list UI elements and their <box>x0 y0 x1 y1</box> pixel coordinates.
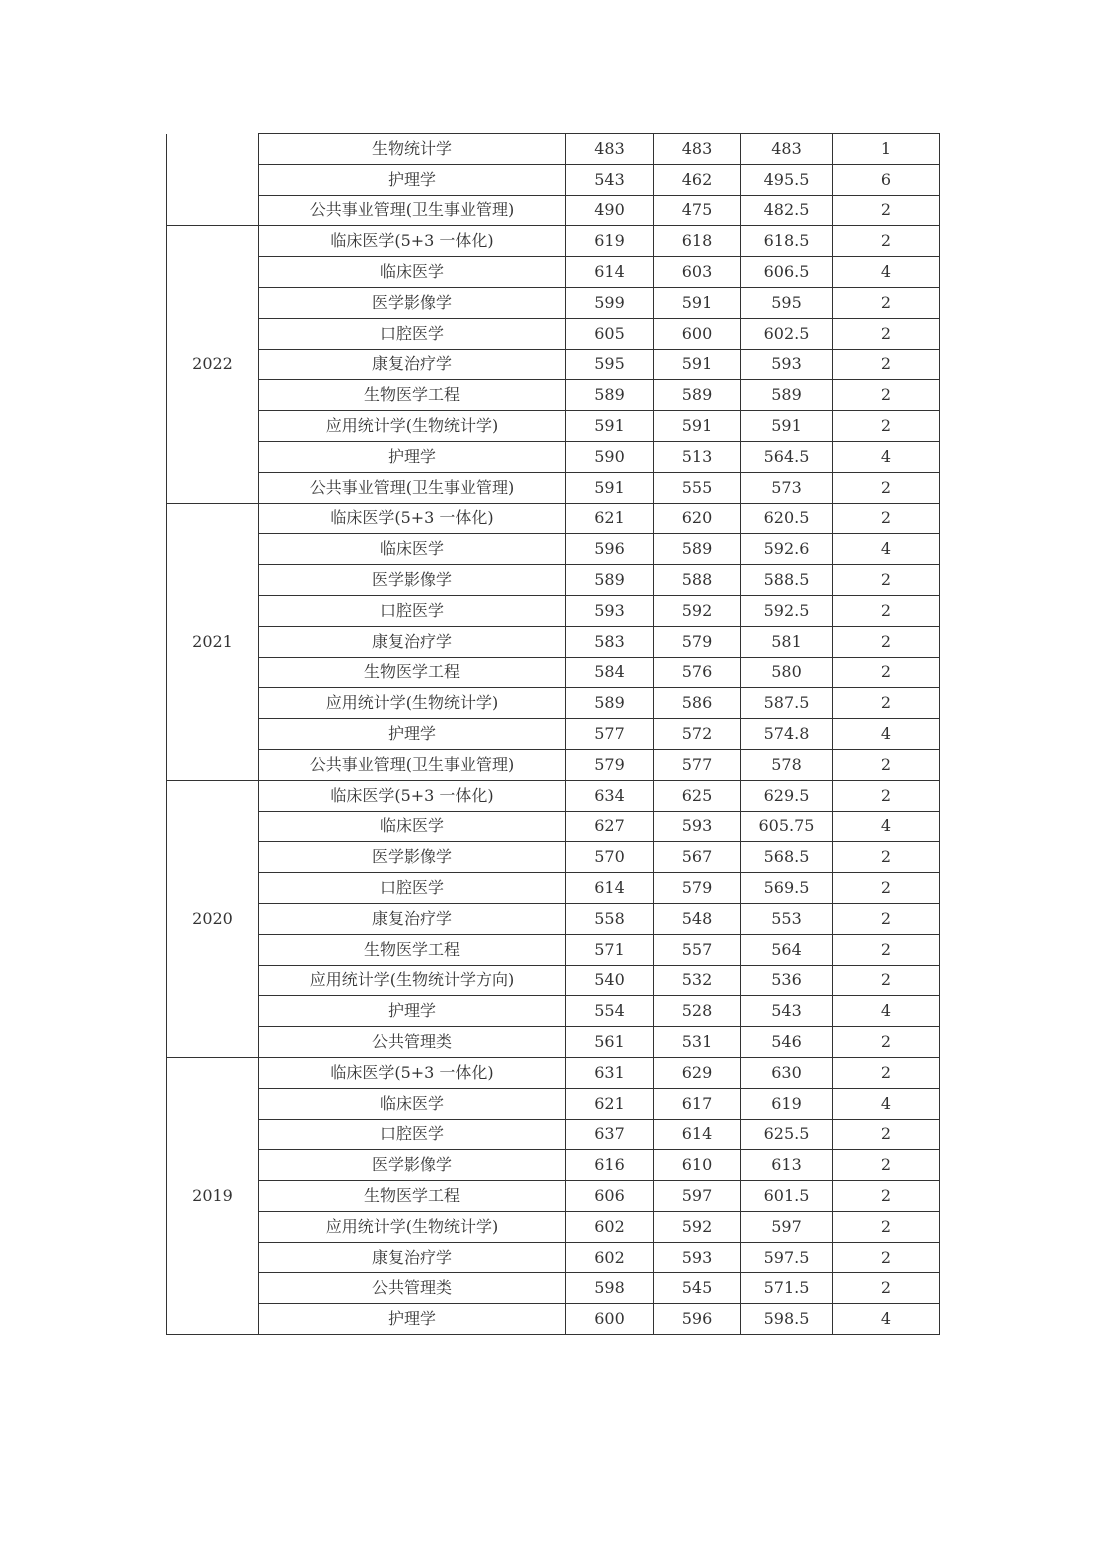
major-cell: 护理学 <box>259 996 566 1027</box>
year-cell: 2022 <box>167 226 259 503</box>
major-cell: 口腔医学 <box>259 318 566 349</box>
avg-score-cell: 625.5 <box>741 1119 833 1150</box>
plan-count-cell: 2 <box>833 1242 940 1273</box>
table-row <box>167 1273 940 1304</box>
max-score-cell: 590 <box>566 441 654 472</box>
plan-count-cell: 4 <box>833 719 940 750</box>
major-cell: 口腔医学 <box>259 1119 566 1150</box>
major-cell: 临床医学(5+3 一体化) <box>259 1057 566 1088</box>
major-cell: 生物医学工程 <box>259 1181 566 1212</box>
min-score-cell: 625 <box>654 780 741 811</box>
avg-score-cell: 591 <box>741 411 833 442</box>
min-score-cell: 600 <box>654 318 741 349</box>
max-score-cell: 631 <box>566 1057 654 1088</box>
min-score-cell: 617 <box>654 1088 741 1119</box>
table-row <box>167 441 940 472</box>
max-score-cell: 540 <box>566 965 654 996</box>
table-row <box>167 842 940 873</box>
avg-score-cell: 602.5 <box>741 318 833 349</box>
avg-score-cell: 580 <box>741 657 833 688</box>
table-row <box>167 1057 940 1088</box>
avg-score-cell: 619 <box>741 1088 833 1119</box>
avg-score-cell: 574.8 <box>741 719 833 750</box>
plan-count-cell: 2 <box>833 349 940 380</box>
table-row <box>167 657 940 688</box>
major-cell: 康复治疗学 <box>259 903 566 934</box>
min-score-cell: 577 <box>654 749 741 780</box>
min-score-cell: 528 <box>654 996 741 1027</box>
major-cell: 医学影像学 <box>259 1150 566 1181</box>
plan-count-cell: 2 <box>833 472 940 503</box>
major-cell: 临床医学(5+3 一体化) <box>259 780 566 811</box>
plan-count-cell: 4 <box>833 996 940 1027</box>
plan-count-cell: 4 <box>833 534 940 565</box>
max-score-cell: 554 <box>566 996 654 1027</box>
plan-count-cell: 2 <box>833 749 940 780</box>
plan-count-cell: 2 <box>833 626 940 657</box>
year-cell: 2021 <box>167 503 259 780</box>
min-score-cell: 614 <box>654 1119 741 1150</box>
table-row <box>167 565 940 596</box>
avg-score-cell: 592.6 <box>741 534 833 565</box>
table-row <box>167 503 940 534</box>
avg-score-cell: 483 <box>741 134 833 165</box>
max-score-cell: 558 <box>566 903 654 934</box>
max-score-cell: 614 <box>566 257 654 288</box>
avg-score-cell: 597.5 <box>741 1242 833 1273</box>
major-cell: 应用统计学(生物统计学) <box>259 1211 566 1242</box>
max-score-cell: 571 <box>566 934 654 965</box>
min-score-cell: 567 <box>654 842 741 873</box>
min-score-cell: 620 <box>654 503 741 534</box>
max-score-cell: 593 <box>566 595 654 626</box>
avg-score-cell: 564 <box>741 934 833 965</box>
major-cell: 临床医学 <box>259 1088 566 1119</box>
max-score-cell: 583 <box>566 626 654 657</box>
table-row <box>167 1119 940 1150</box>
min-score-cell: 591 <box>654 287 741 318</box>
plan-count-cell: 2 <box>833 903 940 934</box>
max-score-cell: 595 <box>566 349 654 380</box>
max-score-cell: 605 <box>566 318 654 349</box>
avg-score-cell: 495.5 <box>741 164 833 195</box>
avg-score-cell: 553 <box>741 903 833 934</box>
max-score-cell: 589 <box>566 380 654 411</box>
min-score-cell: 591 <box>654 349 741 380</box>
plan-count-cell: 2 <box>833 688 940 719</box>
plan-count-cell: 2 <box>833 503 940 534</box>
min-score-cell: 603 <box>654 257 741 288</box>
plan-count-cell: 2 <box>833 595 940 626</box>
max-score-cell: 602 <box>566 1242 654 1273</box>
max-score-cell: 596 <box>566 534 654 565</box>
min-score-cell: 593 <box>654 811 741 842</box>
min-score-cell: 597 <box>654 1181 741 1212</box>
year-cell: 2019 <box>167 1057 259 1334</box>
min-score-cell: 588 <box>654 565 741 596</box>
major-cell: 口腔医学 <box>259 873 566 904</box>
major-cell: 医学影像学 <box>259 287 566 318</box>
avg-score-cell: 613 <box>741 1150 833 1181</box>
plan-count-cell: 2 <box>833 1273 940 1304</box>
plan-count-cell: 4 <box>833 811 940 842</box>
major-cell: 生物医学工程 <box>259 657 566 688</box>
min-score-cell: 579 <box>654 626 741 657</box>
max-score-cell: 584 <box>566 657 654 688</box>
avg-score-cell: 568.5 <box>741 842 833 873</box>
major-cell: 护理学 <box>259 441 566 472</box>
max-score-cell: 589 <box>566 565 654 596</box>
major-cell: 公共事业管理(卫生事业管理) <box>259 195 566 226</box>
max-score-cell: 570 <box>566 842 654 873</box>
table-body <box>167 134 940 1335</box>
table-row <box>167 996 940 1027</box>
plan-count-cell: 2 <box>833 657 940 688</box>
major-cell: 公共事业管理(卫生事业管理) <box>259 749 566 780</box>
min-score-cell: 532 <box>654 965 741 996</box>
max-score-cell: 490 <box>566 195 654 226</box>
major-cell: 护理学 <box>259 164 566 195</box>
table-row <box>167 780 940 811</box>
table-row <box>167 1027 940 1058</box>
plan-count-cell: 2 <box>833 1211 940 1242</box>
min-score-cell: 572 <box>654 719 741 750</box>
major-cell: 公共管理类 <box>259 1027 566 1058</box>
avg-score-cell: 482.5 <box>741 195 833 226</box>
table-row <box>167 411 940 442</box>
table-row <box>167 873 940 904</box>
max-score-cell: 591 <box>566 472 654 503</box>
plan-count-cell: 2 <box>833 411 940 442</box>
min-score-cell: 576 <box>654 657 741 688</box>
avg-score-cell: 605.75 <box>741 811 833 842</box>
major-cell: 口腔医学 <box>259 595 566 626</box>
table-row <box>167 318 940 349</box>
major-cell: 护理学 <box>259 1304 566 1335</box>
avg-score-cell: 598.5 <box>741 1304 833 1335</box>
plan-count-cell: 6 <box>833 164 940 195</box>
max-score-cell: 599 <box>566 287 654 318</box>
min-score-cell: 589 <box>654 380 741 411</box>
major-cell: 应用统计学(生物统计学) <box>259 411 566 442</box>
min-score-cell: 555 <box>654 472 741 503</box>
table-row <box>167 1150 940 1181</box>
plan-count-cell: 2 <box>833 965 940 996</box>
plan-count-cell: 2 <box>833 226 940 257</box>
table-row <box>167 688 940 719</box>
plan-count-cell: 1 <box>833 134 940 165</box>
max-score-cell: 591 <box>566 411 654 442</box>
avg-score-cell: 543 <box>741 996 833 1027</box>
min-score-cell: 513 <box>654 441 741 472</box>
table-row <box>167 1242 940 1273</box>
min-score-cell: 462 <box>654 164 741 195</box>
plan-count-cell: 2 <box>833 842 940 873</box>
table-row <box>167 626 940 657</box>
major-cell: 临床医学 <box>259 534 566 565</box>
major-cell: 医学影像学 <box>259 842 566 873</box>
table-row <box>167 226 940 257</box>
avg-score-cell: 546 <box>741 1027 833 1058</box>
table-row <box>167 1088 940 1119</box>
max-score-cell: 606 <box>566 1181 654 1212</box>
plan-count-cell: 2 <box>833 1057 940 1088</box>
table-row <box>167 934 940 965</box>
plan-count-cell: 2 <box>833 195 940 226</box>
table-row <box>167 472 940 503</box>
plan-count-cell: 4 <box>833 441 940 472</box>
major-cell: 公共事业管理(卫生事业管理) <box>259 472 566 503</box>
max-score-cell: 614 <box>566 873 654 904</box>
table-row <box>167 195 940 226</box>
table-row <box>167 380 940 411</box>
max-score-cell: 634 <box>566 780 654 811</box>
table-row <box>167 1304 940 1335</box>
plan-count-cell: 2 <box>833 565 940 596</box>
min-score-cell: 610 <box>654 1150 741 1181</box>
table-row <box>167 811 940 842</box>
avg-score-cell: 593 <box>741 349 833 380</box>
avg-score-cell: 571.5 <box>741 1273 833 1304</box>
plan-count-cell: 2 <box>833 780 940 811</box>
table-row <box>167 257 940 288</box>
avg-score-cell: 588.5 <box>741 565 833 596</box>
plan-count-cell: 2 <box>833 934 940 965</box>
avg-score-cell: 620.5 <box>741 503 833 534</box>
table-row <box>167 595 940 626</box>
min-score-cell: 592 <box>654 595 741 626</box>
max-score-cell: 621 <box>566 503 654 534</box>
major-cell: 临床医学(5+3 一体化) <box>259 226 566 257</box>
max-score-cell: 621 <box>566 1088 654 1119</box>
table-row <box>167 1211 940 1242</box>
table-row <box>167 965 940 996</box>
max-score-cell: 598 <box>566 1273 654 1304</box>
min-score-cell: 475 <box>654 195 741 226</box>
min-score-cell: 591 <box>654 411 741 442</box>
table-row <box>167 164 940 195</box>
avg-score-cell: 606.5 <box>741 257 833 288</box>
major-cell: 应用统计学(生物统计学方向) <box>259 965 566 996</box>
min-score-cell: 629 <box>654 1057 741 1088</box>
avg-score-cell: 629.5 <box>741 780 833 811</box>
major-cell: 临床医学(5+3 一体化) <box>259 503 566 534</box>
avg-score-cell: 573 <box>741 472 833 503</box>
min-score-cell: 548 <box>654 903 741 934</box>
plan-count-cell: 2 <box>833 380 940 411</box>
min-score-cell: 483 <box>654 134 741 165</box>
table-row <box>167 719 940 750</box>
plan-count-cell: 2 <box>833 1181 940 1212</box>
min-score-cell: 592 <box>654 1211 741 1242</box>
major-cell: 康复治疗学 <box>259 1242 566 1273</box>
major-cell: 生物医学工程 <box>259 934 566 965</box>
year-cell: 2020 <box>167 780 259 1057</box>
avg-score-cell: 597 <box>741 1211 833 1242</box>
year-cell <box>167 134 259 226</box>
plan-count-cell: 4 <box>833 1088 940 1119</box>
plan-count-cell: 2 <box>833 318 940 349</box>
avg-score-cell: 587.5 <box>741 688 833 719</box>
plan-count-cell: 4 <box>833 1304 940 1335</box>
plan-count-cell: 2 <box>833 1119 940 1150</box>
table-row <box>167 903 940 934</box>
major-cell: 临床医学 <box>259 257 566 288</box>
min-score-cell: 557 <box>654 934 741 965</box>
max-score-cell: 637 <box>566 1119 654 1150</box>
min-score-cell: 593 <box>654 1242 741 1273</box>
avg-score-cell: 569.5 <box>741 873 833 904</box>
major-cell: 生物统计学 <box>259 134 566 165</box>
major-cell: 临床医学 <box>259 811 566 842</box>
max-score-cell: 579 <box>566 749 654 780</box>
major-cell: 护理学 <box>259 719 566 750</box>
plan-count-cell: 2 <box>833 1027 940 1058</box>
table-row <box>167 134 940 165</box>
max-score-cell: 600 <box>566 1304 654 1335</box>
table-row <box>167 287 940 318</box>
plan-count-cell: 2 <box>833 1150 940 1181</box>
max-score-cell: 577 <box>566 719 654 750</box>
major-cell: 康复治疗学 <box>259 349 566 380</box>
major-cell: 医学影像学 <box>259 565 566 596</box>
avg-score-cell: 578 <box>741 749 833 780</box>
table-row <box>167 534 940 565</box>
min-score-cell: 618 <box>654 226 741 257</box>
max-score-cell: 589 <box>566 688 654 719</box>
avg-score-cell: 589 <box>741 380 833 411</box>
avg-score-cell: 536 <box>741 965 833 996</box>
admission-scores-table <box>166 133 940 1335</box>
plan-count-cell: 4 <box>833 257 940 288</box>
major-cell: 应用统计学(生物统计学) <box>259 688 566 719</box>
major-cell: 公共管理类 <box>259 1273 566 1304</box>
avg-score-cell: 601.5 <box>741 1181 833 1212</box>
min-score-cell: 596 <box>654 1304 741 1335</box>
plan-count-cell: 2 <box>833 287 940 318</box>
major-cell: 生物医学工程 <box>259 380 566 411</box>
max-score-cell: 616 <box>566 1150 654 1181</box>
max-score-cell: 602 <box>566 1211 654 1242</box>
min-score-cell: 531 <box>654 1027 741 1058</box>
min-score-cell: 586 <box>654 688 741 719</box>
avg-score-cell: 564.5 <box>741 441 833 472</box>
table-row <box>167 349 940 380</box>
table-row <box>167 749 940 780</box>
min-score-cell: 579 <box>654 873 741 904</box>
avg-score-cell: 630 <box>741 1057 833 1088</box>
max-score-cell: 483 <box>566 134 654 165</box>
avg-score-cell: 595 <box>741 287 833 318</box>
plan-count-cell: 2 <box>833 873 940 904</box>
avg-score-cell: 592.5 <box>741 595 833 626</box>
table-row <box>167 1181 940 1212</box>
major-cell: 康复治疗学 <box>259 626 566 657</box>
max-score-cell: 561 <box>566 1027 654 1058</box>
max-score-cell: 627 <box>566 811 654 842</box>
avg-score-cell: 618.5 <box>741 226 833 257</box>
max-score-cell: 619 <box>566 226 654 257</box>
min-score-cell: 545 <box>654 1273 741 1304</box>
avg-score-cell: 581 <box>741 626 833 657</box>
max-score-cell: 543 <box>566 164 654 195</box>
min-score-cell: 589 <box>654 534 741 565</box>
